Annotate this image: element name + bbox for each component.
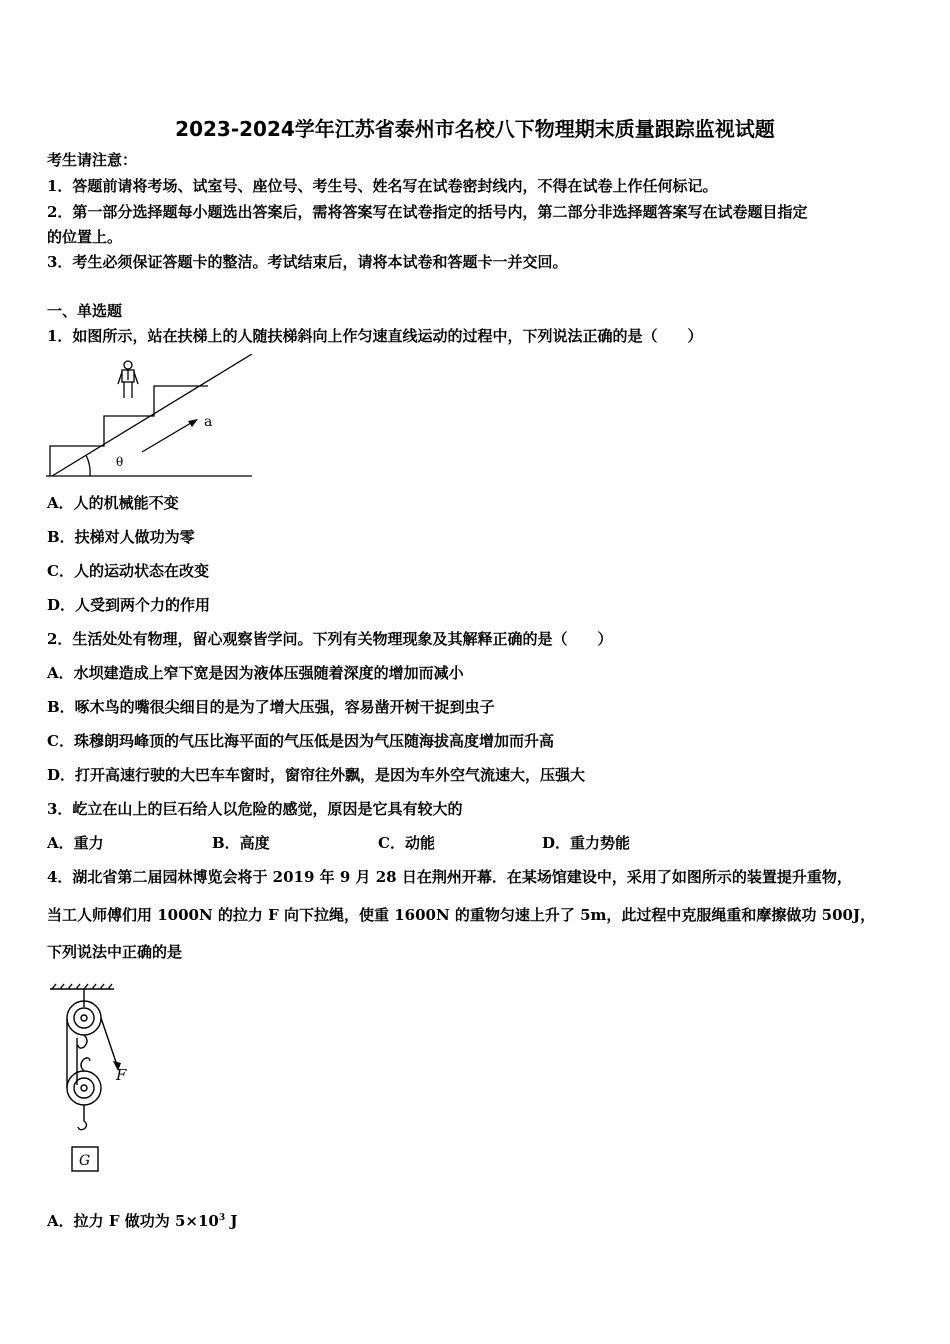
- question-4-stem: 当工人师傅们用 1000N 的拉力 F 向下拉绳，使重 1600N 的重物匀速上升了 5m，此过程中克服绳重和摩擦做功 500J，: [47, 906, 876, 924]
- option: C．人的运动状态在改变: [47, 562, 209, 580]
- notice-item: 3．考生必须保证答题卡的整洁。考试结束后，请将本试卷和答题卡一并交回。: [47, 253, 568, 271]
- accel-label: a: [204, 414, 213, 430]
- weight-label: G: [79, 1153, 91, 1169]
- notice-item: 1．答题前请将考场、试室号、座位号、考生号、姓名写在试卷密封线内，不得在试卷上作任何标记。: [47, 177, 718, 195]
- angle-label: θ: [116, 455, 124, 469]
- notice-heading: 考生请注意：: [47, 151, 138, 169]
- option: C．动能: [378, 834, 435, 852]
- option: D．重力势能: [542, 834, 631, 852]
- option: D．人受到两个力的作用: [47, 596, 211, 614]
- option: [47, 1208, 237, 1231]
- question-4-stem: 下列说法中正确的是: [47, 943, 183, 961]
- question-1-stem: 1．如图所示，站在扶梯上的人随扶梯斜向上作匀速直线运动的过程中，下列说法正确的是（ ）: [47, 327, 703, 345]
- exponent: 3: [218, 1213, 226, 1223]
- option-a-unit: J: [225, 1212, 238, 1230]
- question-4-stem: 4．湖北省第二届园林博览会将于 2019 年 9 月 28 日在荆州开幕．在某场馆建设中，采用了如图所示的装置提升重物，: [47, 868, 852, 886]
- notice-item: 的位置上。: [47, 228, 123, 246]
- option: A．水坝建造成上窄下宽是因为液体压强随着深度的增加而减小: [47, 664, 464, 682]
- question-2-stem: 2．生活处处有物理，留心观察皆学问。下列有关物理现象及其解释正确的是（ ）: [47, 630, 613, 648]
- option: B．扶梯对人做功为零: [47, 528, 195, 546]
- option-a-text: A．拉力 F 做功为 5×10: [47, 1212, 219, 1230]
- notice-item: 2．第一部分选择题每小题选出答案后，需将答案写在试卷指定的括号内，第二部分非选择题答案写在试卷题目指定: [47, 203, 808, 221]
- force-label: F: [116, 1066, 127, 1084]
- option: B．高度: [212, 834, 270, 852]
- escalator-figure: [46, 354, 256, 482]
- option: A．人的机械能不变: [47, 494, 179, 512]
- option: C．珠穆朗玛峰顶的气压比海平面的气压低是因为气压随海拔高度增加而升高: [47, 732, 554, 750]
- pulley-figure: [48, 983, 138, 1178]
- option: A．重力: [47, 834, 104, 852]
- option: D．打开高速行驶的大巴车车窗时，窗帘往外飘，是因为车外空气流速大，压强大: [47, 766, 586, 784]
- option: B．啄木鸟的嘴很尖细目的是为了增大压强，容易凿开树干捉到虫子: [47, 698, 495, 716]
- page-title: 2023-2024学年江苏省泰州市名校八下物理期末质量跟踪监视试题: [175, 117, 775, 141]
- question-3-stem: 3．屹立在山上的巨石给人以危险的感觉，原因是它具有较大的: [47, 800, 463, 818]
- section-heading: 一、单选题: [47, 302, 123, 320]
